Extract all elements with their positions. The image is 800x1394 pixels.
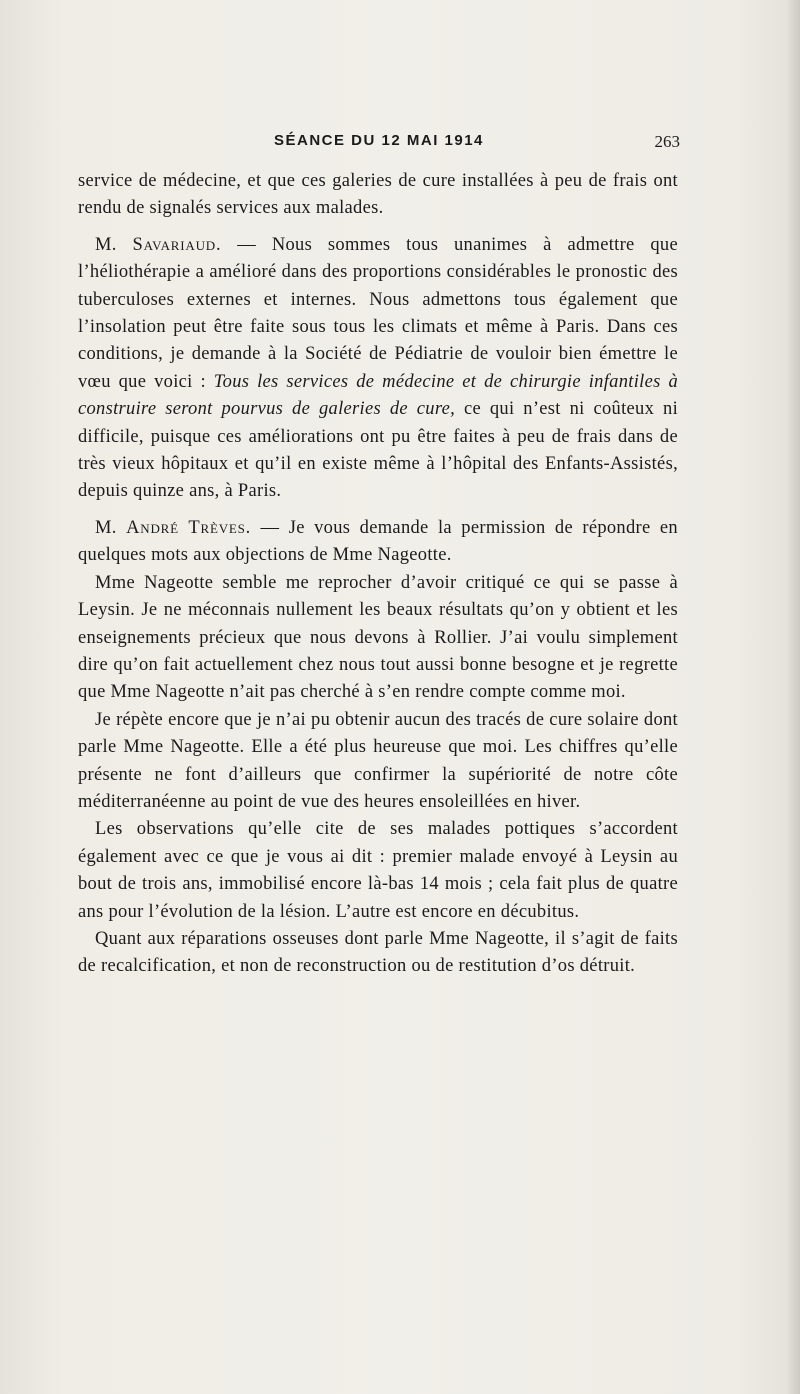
paragraph-text: — Nous sommes tous unanimes à admettre que l’héliothérapie a amélioré dans des proportions considérables le pronostic des tuberculoses externes et internes. Nous admettons tous également que l’insolation peut être faite sous tous les climats et même à Paris. Dans ces conditions, je demande à la Société de Pédiatrie de vouloir bien émettre le vœu que voici : [78,234,678,392]
running-head: SÉANCE DU 12 MAI 1914 [274,132,484,149]
paragraph-treves [78,515,678,570]
paragraph-observations: Les observations qu’elle cite de ses malades pottiques s’accordent également avec ce que je vous ai dit : premier malade envoyé à Leysin au bout de trois ans, immobilisé encore là-bas 14 mois ; cela fait plus de quatre ans pour l’évolution de la lésion. L’autre est encore en décubitus. [78,819,678,922]
paragraph-savariaud [78,232,678,506]
paragraph-leysin: Mme Nageotte semble me reprocher d’avoir critiqué ce qui se passe à Leysin. Je ne méconnais nullement les beaux résultats qu’on y obtient et les enseignements précieux que nous devons à Rollier. J’ai voulu simplement dire qu’on fait actuellement chez nous tout aussi bonne besogne et je regrette que Mme Nageotte n’ait pas cherché à s’en rendre compte comme moi. [78,572,678,703]
paragraph-text: — Je vous demande la permission de répondre en quelques mots aux objections de Mme Nageotte. [78,517,678,566]
speaker-prefix: M. [95,517,117,538]
speaker-name: Savariaud. [132,234,222,255]
speaker-prefix: M. [95,234,117,255]
page-number: 263 [654,132,680,151]
page-header [78,132,680,154]
body-text [78,168,678,981]
paragraph-text: ce qui n’est ni coûteux ni difficile, puisque ces améliorations ont pu être faites à peu de frais dans de très vieux hôpitaux et qu’il en existe même à l’hôpital des Enfants-Assistés, depuis quinze ans, à Paris. [78,399,679,502]
paragraph-reparations: Quant aux réparations osseuses dont parle Mme Nageotte, il s’agit de faits de recalcification, et non de reconstruction ou de restitution d’os détruit. [78,928,678,977]
italic-resolution: Tous les services de médecine et de chirurgie infantiles à construire seront pourvus de galeries de cure, [78,371,678,420]
page-edge-shadow [786,0,800,1394]
paragraph-traces: Je répète encore que je n’ai pu obtenir aucun des tracés de cure solaire dont parle Mme Nageotte. Elle a été plus heureuse que moi. Les chiffres qu’elle présente ne font d’ailleurs que confirmer la supériorité de notre côte méditerranéenne au point de vue des heures ensoleillées en hiver. [78,709,678,812]
paragraph-continuation: service de médecine, et que ces galeries de cure installées à peu de frais ont rendu de signalés services aux malades. [78,171,678,219]
speaker-name: André Trèves. [126,517,252,538]
